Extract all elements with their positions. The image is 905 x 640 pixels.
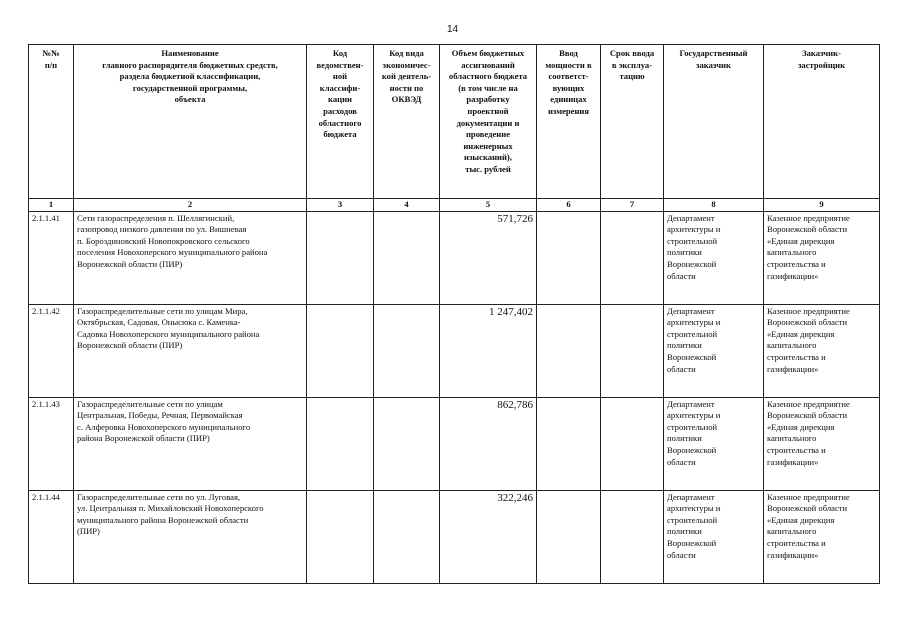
text-line: строительства и xyxy=(767,258,826,269)
text-line: Срок ввода xyxy=(609,48,655,58)
text-line: соответст- xyxy=(548,71,589,82)
text-line: Код вида xyxy=(389,48,424,58)
header-budget-volume xyxy=(440,45,537,199)
text-line: газификации» xyxy=(767,270,819,281)
text-line: разработку xyxy=(466,94,510,105)
text-line: «Единая дирекция xyxy=(767,514,835,525)
text-line: политики xyxy=(667,526,702,537)
capital-construction-table xyxy=(28,44,880,584)
developer xyxy=(764,211,880,304)
text-line: раздела бюджетной классификации, xyxy=(119,71,261,82)
text-line: Казенное предприятие xyxy=(767,398,850,409)
text-line: областного бюджета xyxy=(448,71,528,82)
budget-volume: 862,786 xyxy=(440,397,537,490)
text-line: вующих xyxy=(552,82,585,93)
column-number: 7 xyxy=(601,199,664,212)
dept-code-cell xyxy=(307,211,374,304)
header-dept-code xyxy=(307,45,374,199)
text-line: (в том числе на xyxy=(458,82,518,93)
text-line: Газораспределительные сети по улицам xyxy=(77,398,223,409)
page-number: 14 xyxy=(446,24,459,35)
text-line: застройщик xyxy=(797,59,846,70)
text-line: государственной программы, xyxy=(132,82,248,93)
developer xyxy=(764,304,880,397)
text-line: главного распорядителя бюджетных средств, xyxy=(102,59,278,70)
text-line: Воронежской области (ПИР) xyxy=(77,340,183,351)
text-line: Государственный xyxy=(679,48,748,58)
text-line: Казенное предприятие xyxy=(767,491,850,502)
budget-volume: 322,246 xyxy=(440,490,537,583)
text-line: бюджета xyxy=(323,129,357,140)
text-line: строительства и xyxy=(767,444,826,455)
text-line: ОКВЭД xyxy=(391,94,422,105)
text-line: строительной xyxy=(667,514,718,525)
text-line: №№ xyxy=(42,48,60,58)
text-line: капитального xyxy=(767,526,817,537)
text-line: газификации» xyxy=(767,363,819,374)
text-line: проведение xyxy=(465,129,511,140)
text-line: Воронежской xyxy=(667,537,717,548)
column-number: 4 xyxy=(374,199,440,212)
text-line: строительной xyxy=(667,235,718,246)
table-row xyxy=(29,397,880,490)
state-customer xyxy=(664,304,764,397)
text-line: газификации» xyxy=(767,456,819,467)
object-name xyxy=(74,211,307,304)
text-line: Код xyxy=(332,48,348,58)
text-line: единицах xyxy=(550,94,587,105)
text-line: Казенное предприятие xyxy=(767,212,850,223)
dept-code-cell xyxy=(307,397,374,490)
header-number xyxy=(29,45,74,199)
text-line: расходов xyxy=(323,105,357,116)
text-line: области xyxy=(667,549,696,560)
row-number: 2.1.1.41 xyxy=(29,211,74,304)
header-name xyxy=(74,45,307,199)
text-line: Центральная, Победы, Речная, Первомайская xyxy=(77,410,243,421)
commissioning-date-cell xyxy=(601,211,664,304)
text-line: Сети газораспределения п. Шеллягинский, xyxy=(77,212,235,223)
row-number: 2.1.1.42 xyxy=(29,304,74,397)
text-line: строительства и xyxy=(767,537,826,548)
text-line: Заказчик- xyxy=(802,48,841,58)
table-row xyxy=(29,211,880,304)
text-line: Воронежской области (ПИР) xyxy=(77,258,183,269)
text-line: района Воронежской области (ПИР) xyxy=(77,433,210,444)
column-number: 2 xyxy=(74,199,307,212)
text-line: газификации» xyxy=(767,549,819,560)
text-line: строительства и xyxy=(767,351,826,362)
dept-code-cell xyxy=(307,304,374,397)
okved-code-cell xyxy=(374,304,440,397)
text-line: Воронежской xyxy=(667,351,717,362)
text-line: области xyxy=(667,363,696,374)
text-line: в эксплуа- xyxy=(611,59,653,70)
text-line: Департамент xyxy=(667,212,715,223)
row-number: 2.1.1.43 xyxy=(29,397,74,490)
commissioning-date-cell xyxy=(601,397,664,490)
text-line: заказчик xyxy=(696,59,731,70)
text-line: Воронежской области xyxy=(767,410,848,421)
capacity-cell xyxy=(537,304,601,397)
header-capacity xyxy=(537,45,601,199)
text-line: Воронежской области xyxy=(767,224,848,235)
object-name xyxy=(74,304,307,397)
column-number: 6 xyxy=(537,199,601,212)
text-line: газопровод низкого давления по ул. Вишневая xyxy=(77,224,247,235)
state-customer xyxy=(664,397,764,490)
header-row xyxy=(29,45,880,199)
text-line: тацию xyxy=(619,71,645,82)
text-line: «Единая дирекция xyxy=(767,328,835,339)
column-number: 9 xyxy=(764,199,880,212)
capacity-cell xyxy=(537,490,601,583)
text-line: кой деятель- xyxy=(381,71,432,82)
text-line: п. Бороздиновский Новопокровского сельского xyxy=(77,235,250,246)
text-line: капитального xyxy=(767,247,817,258)
text-line: ной xyxy=(332,71,348,82)
text-line: Департамент xyxy=(667,491,715,502)
text-line: измерения xyxy=(547,105,590,116)
text-line: Газораспределительные сети по улицам Мира, xyxy=(77,305,248,316)
state-customer xyxy=(664,211,764,304)
header-state-customer xyxy=(664,45,764,199)
object-name xyxy=(74,397,307,490)
dept-code-cell xyxy=(307,490,374,583)
text-line: Казенное предприятие xyxy=(767,305,850,316)
text-line: строительной xyxy=(667,328,718,339)
object-name xyxy=(74,490,307,583)
text-line: документации и xyxy=(456,117,520,128)
capacity-cell xyxy=(537,397,601,490)
okved-code-cell xyxy=(374,211,440,304)
text-line: Наименование xyxy=(161,48,219,58)
text-line: инженерных xyxy=(463,140,513,151)
text-line: областного xyxy=(318,117,362,128)
developer xyxy=(764,397,880,490)
row-number: 2.1.1.44 xyxy=(29,490,74,583)
capacity-cell xyxy=(537,211,601,304)
text-line: архитектуры и xyxy=(667,503,721,514)
text-line: ул. Центральная п. Михайловский Новохоперского xyxy=(77,503,264,514)
text-line: «Единая дирекция xyxy=(767,421,835,432)
text-line: (ПИР) xyxy=(77,526,100,537)
column-number: 1 xyxy=(29,199,74,212)
text-line: муниципального района Воронежской области xyxy=(77,514,249,525)
text-line: ведомствен- xyxy=(316,59,364,70)
text-line: с. Алферовка Новохоперского муниципального xyxy=(77,421,251,432)
commissioning-date-cell xyxy=(601,304,664,397)
text-line: архитектуры и xyxy=(667,224,721,235)
header-okved-code xyxy=(374,45,440,199)
text-line: капитального xyxy=(767,340,817,351)
text-line: ности по xyxy=(389,82,424,93)
text-line: архитектуры и xyxy=(667,410,721,421)
text-line: капитального xyxy=(767,433,817,444)
column-number: 8 xyxy=(664,199,764,212)
text-line: ассигнований xyxy=(461,59,515,70)
developer xyxy=(764,490,880,583)
text-line: области xyxy=(667,456,696,467)
table-row xyxy=(29,490,880,583)
text-line: п/п xyxy=(44,59,58,70)
budget-volume: 1 247,402 xyxy=(440,304,537,397)
text-line: Воронежской области xyxy=(767,503,848,514)
text-line: экономичес- xyxy=(382,59,431,70)
text-line: Воронежской xyxy=(667,444,717,455)
text-line: кации xyxy=(328,94,352,105)
okved-code-cell xyxy=(374,397,440,490)
text-line: Объем бюджетных xyxy=(451,48,525,58)
text-line: поселения Новохоперского муниципального района xyxy=(77,247,268,258)
text-line: области xyxy=(667,270,696,281)
text-line: политики xyxy=(667,247,702,258)
text-line: классифи- xyxy=(319,82,361,93)
text-line: Газораспределительные сети по ул. Луговая, xyxy=(77,491,241,502)
text-line: Департамент xyxy=(667,398,715,409)
text-line: Воронежской области xyxy=(767,317,848,328)
text-line: проектной xyxy=(467,105,509,116)
text-line: архитектуры и xyxy=(667,317,721,328)
text-line: Воронежской xyxy=(667,258,717,269)
text-line: изысканий), xyxy=(464,152,512,163)
table-row xyxy=(29,304,880,397)
column-number-row xyxy=(29,199,880,212)
header-commissioning-date xyxy=(601,45,664,199)
text-line: объекта xyxy=(174,94,206,105)
text-line: Ввод xyxy=(559,48,578,58)
budget-volume: 571,726 xyxy=(440,211,537,304)
text-line: тыс. рублей xyxy=(465,163,511,174)
text-line: мощности в xyxy=(545,59,592,70)
text-line: строительной xyxy=(667,421,718,432)
commissioning-date-cell xyxy=(601,490,664,583)
okved-code-cell xyxy=(374,490,440,583)
text-line: Октябрьская, Садовая, Онысюка с. Каменка- xyxy=(77,317,241,328)
header-developer xyxy=(764,45,880,199)
state-customer xyxy=(664,490,764,583)
column-number: 5 xyxy=(440,199,537,212)
text-line: Садовка Новохоперского муниципального района xyxy=(77,328,260,339)
text-line: политики xyxy=(667,433,702,444)
column-number: 3 xyxy=(307,199,374,212)
text-line: политики xyxy=(667,340,702,351)
text-line: «Единая дирекция xyxy=(767,235,835,246)
text-line: Департамент xyxy=(667,305,715,316)
